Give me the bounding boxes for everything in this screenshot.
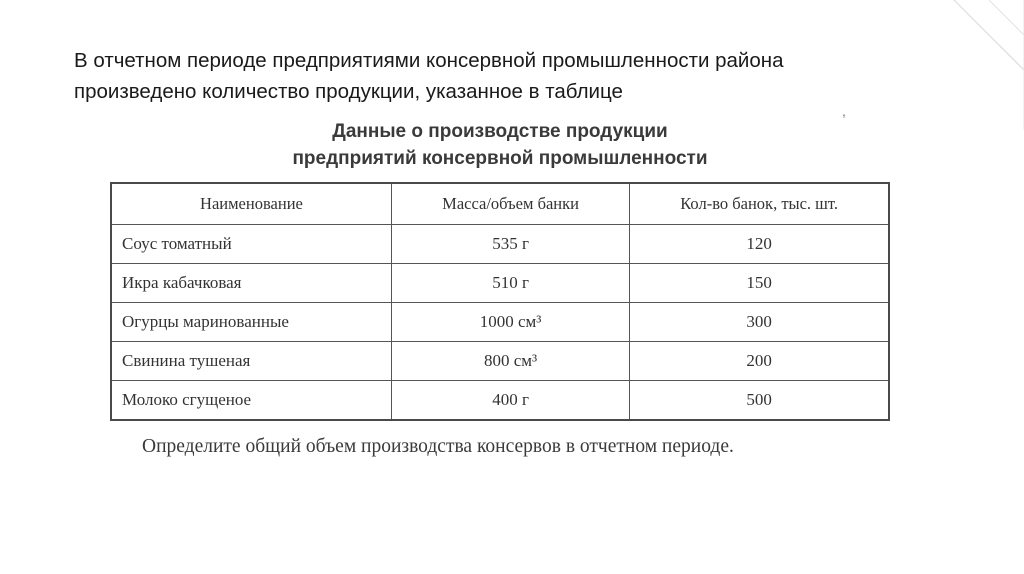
- cell-name: Молоко сгущеное: [111, 381, 391, 421]
- header-qty: Кол-во банок, тыс. шт.: [630, 183, 889, 225]
- cell-mass: 510 г: [391, 264, 629, 303]
- table-header-row: [111, 183, 889, 225]
- intro-line-2: произведено количество продукции, указанное в таблице: [74, 80, 623, 103]
- cell-mass: 400 г: [391, 381, 629, 421]
- table-row: [111, 381, 889, 421]
- cell-qty: 200: [630, 342, 889, 381]
- table-row: [111, 342, 889, 381]
- intro-paragraph: [74, 45, 934, 107]
- slide-corner-decoration: [934, 0, 1024, 130]
- table-title-line-1: Данные о производстве продукции: [332, 121, 668, 142]
- cell-name: Соус томатный: [111, 225, 391, 264]
- cell-name: Икра кабачковая: [111, 264, 391, 303]
- cell-qty: 150: [630, 264, 889, 303]
- intro-line-1: В отчетном периоде предприятиями консервной промышленности района: [74, 49, 784, 72]
- cell-mass: 1000 см³: [391, 303, 629, 342]
- cell-qty: 500: [630, 381, 889, 421]
- stray-mark: ,: [842, 103, 846, 119]
- cell-mass: 800 см³: [391, 342, 629, 381]
- cell-qty: 300: [630, 303, 889, 342]
- cell-qty: 120: [630, 225, 889, 264]
- header-mass: Масса/объем банки: [391, 183, 629, 225]
- table-row: [111, 264, 889, 303]
- table-title-line-2: предприятий консервной промышленности: [292, 148, 708, 169]
- table-row: [111, 303, 889, 342]
- table-title: [200, 118, 800, 172]
- cell-name: Свинина тушеная: [111, 342, 391, 381]
- cell-mass: 535 г: [391, 225, 629, 264]
- production-table: [110, 182, 890, 421]
- table-row: [111, 225, 889, 264]
- question-text: Определите общий объем производства консервов в отчетном периоде.: [142, 436, 734, 457]
- cell-name: Огурцы маринованные: [111, 303, 391, 342]
- header-name: Наименование: [111, 183, 391, 225]
